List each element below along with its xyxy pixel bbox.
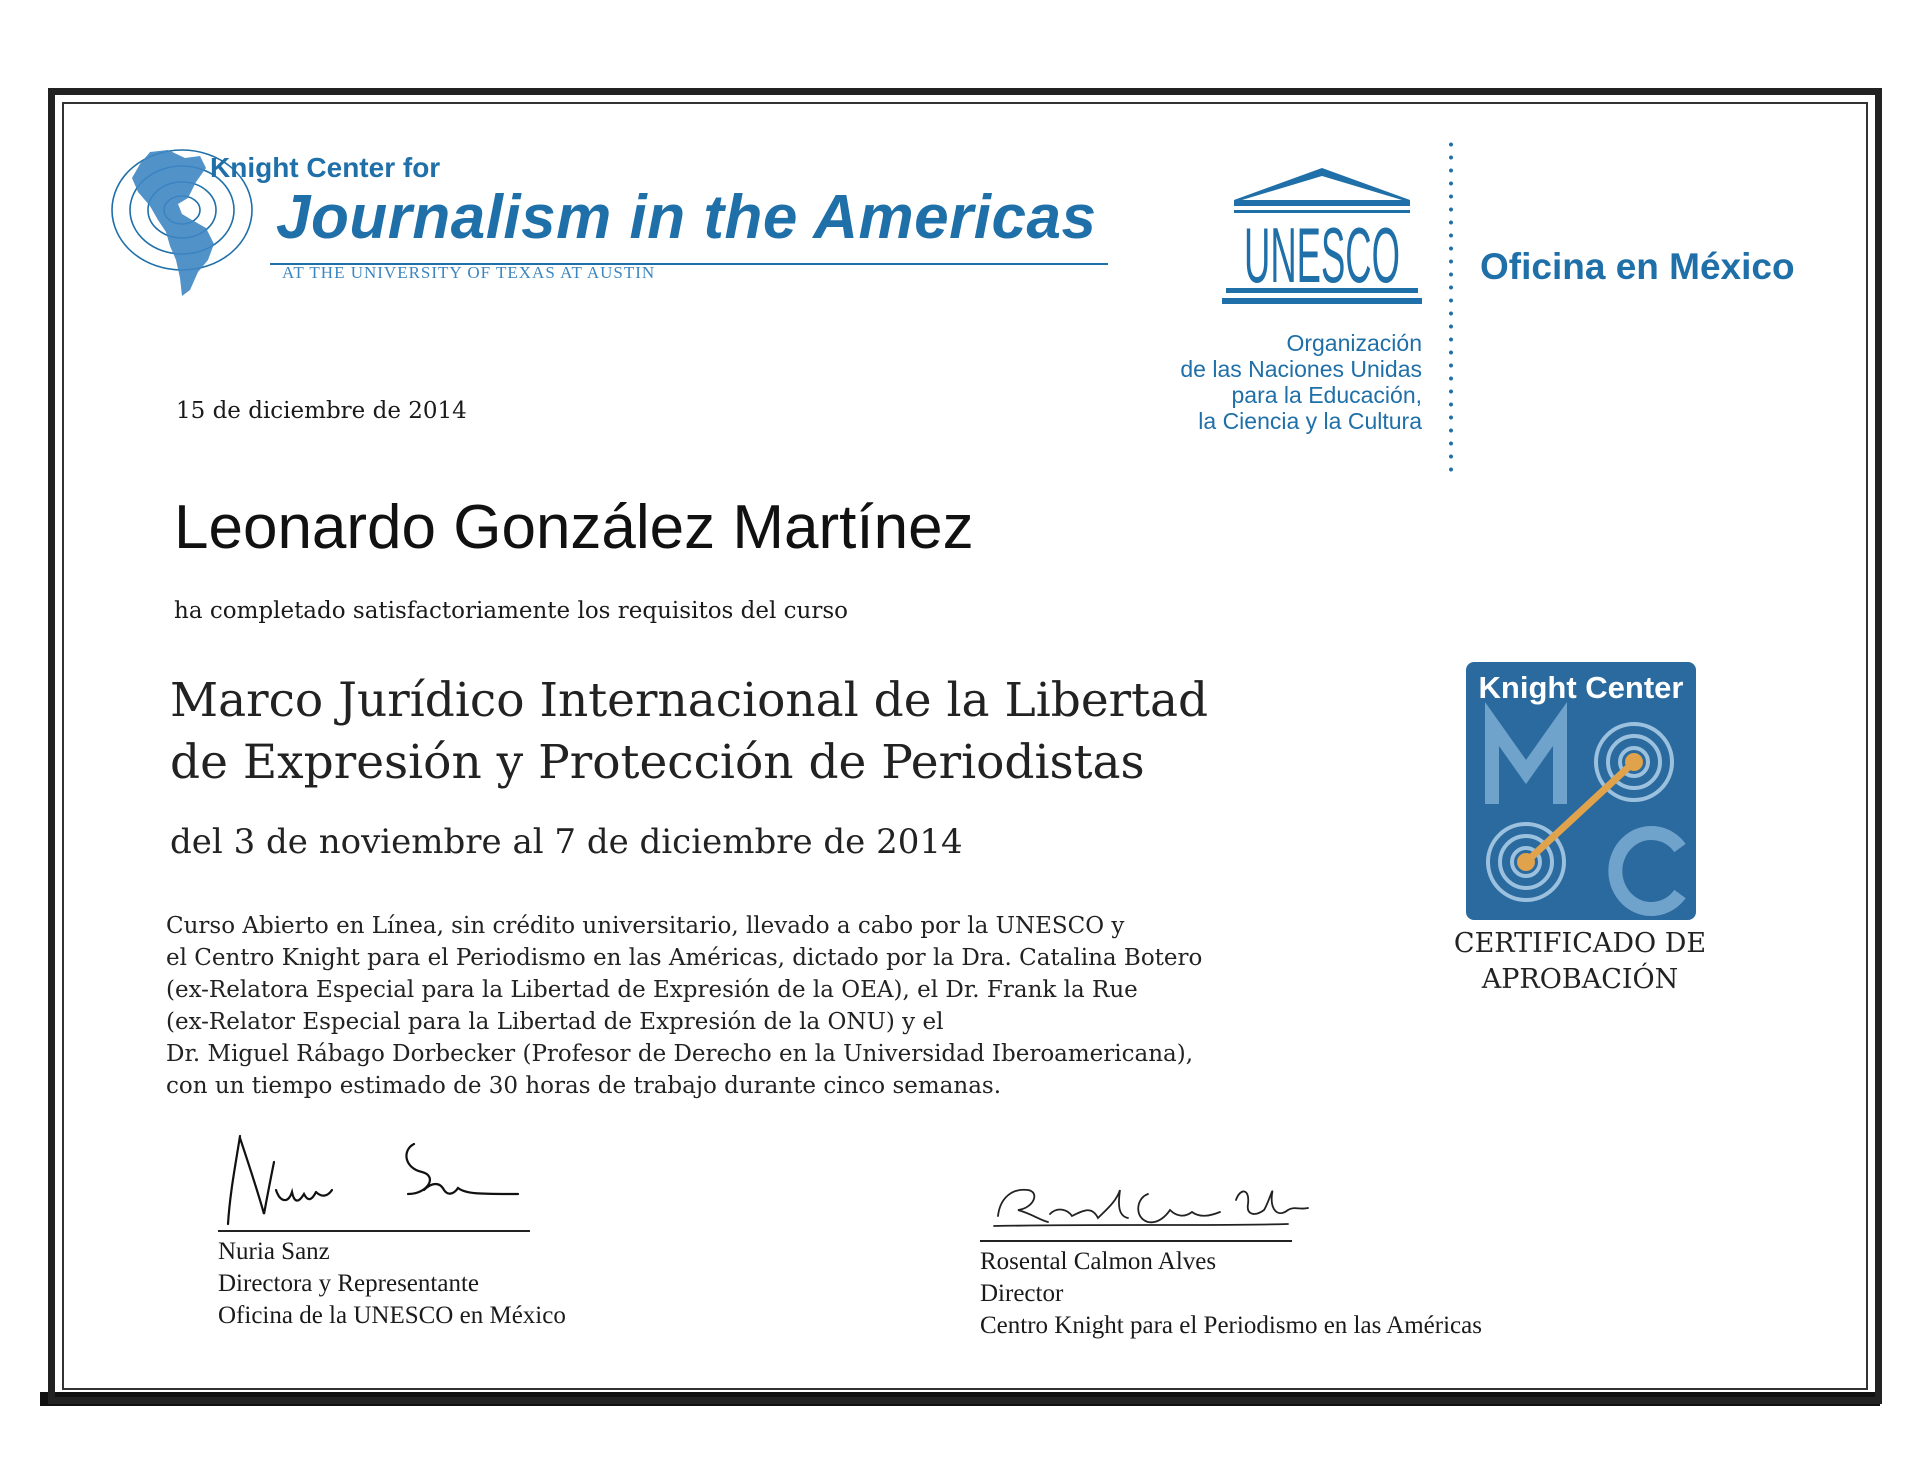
course-dates: del 3 de noviembre al 7 de diciembre de 2014 <box>170 822 963 862</box>
unesco-temple-logo <box>1222 164 1422 310</box>
knight-center-for-label: Knight Center for <box>210 152 441 183</box>
signature-line <box>218 1230 530 1232</box>
signatory-org: Oficina de la UNESCO en México <box>218 1302 566 1329</box>
badge-title: Knight Center <box>1478 670 1684 705</box>
description-line: (ex-Relator Especial para la Libertad de Expresión de la ONU) y el <box>166 1009 944 1035</box>
ut-austin-label: AT THE UNIVERSITY OF TEXAS AT AUSTIN <box>282 263 656 282</box>
completion-statement: ha completado satisfactoriamente los requisitos del curso <box>174 598 848 624</box>
signatory-block <box>980 1246 1482 1342</box>
knight-center-mooc-badge <box>1466 662 1696 920</box>
signature-rosental-alves <box>988 1180 1328 1236</box>
journalism-americas-title: Journalism in the Americas <box>276 183 1097 252</box>
signatory-name: Nuria Sanz <box>218 1238 330 1265</box>
unesco-org-line: para la Educación, <box>1231 382 1422 408</box>
signature-line <box>980 1240 1292 1242</box>
description-line: Curso Abierto en Línea, sin crédito universitario, llevado a cabo por la UNESCO y <box>166 913 1125 939</box>
course-title-line: Marco Jurídico Internacional de la Libertad <box>170 673 1209 728</box>
signature-nuria-sanz <box>218 1132 548 1228</box>
certificate-label-line: CERTIFICADO DE <box>1453 928 1707 959</box>
unesco-org-line: la Ciencia y la Cultura <box>1198 408 1422 434</box>
dotted-divider <box>1449 138 1453 474</box>
unesco-org-line: de las Naciones Unidas <box>1180 356 1422 382</box>
description-line: (ex-Relatora Especial para la Libertad de Expresión de la OEA), el Dr. Frank la Rue <box>166 977 1138 1003</box>
description-line: Dr. Miguel Rábago Dorbecker (Profesor de Derecho en la Universidad Iberoamericana), <box>166 1041 1194 1067</box>
signatory-block <box>218 1236 566 1332</box>
unesco-org-line: Organización <box>1286 330 1422 356</box>
signatory-title: Director <box>980 1280 1064 1307</box>
recipient-name: Leonardo González Martínez <box>174 493 974 562</box>
signatory-name: Rosental Calmon Alves <box>980 1248 1217 1275</box>
oficina-mexico-label: Oficina en México <box>1480 246 1795 287</box>
course-title-line: de Expresión y Protección de Periodistas <box>170 735 1145 790</box>
unesco-organization-name <box>1100 330 1422 434</box>
signatory-title: Directora y Representante <box>218 1270 479 1297</box>
unesco-wordmark: UNESCO <box>1244 211 1400 299</box>
signatory-org: Centro Knight para el Periodismo en las Américas <box>980 1312 1482 1339</box>
description-line: el Centro Knight para el Periodismo en las Américas, dictado por la Dra. Catalina Botero <box>166 945 1203 971</box>
course-description <box>166 910 1286 1102</box>
certificate-label-line: APROBACIÓN <box>1481 964 1679 995</box>
certificate-label <box>1420 926 1740 998</box>
issue-date: 15 de diciembre de 2014 <box>176 398 467 424</box>
description-line: con un tiempo estimado de 30 horas de trabajo durante cinco semanas. <box>166 1073 1002 1099</box>
